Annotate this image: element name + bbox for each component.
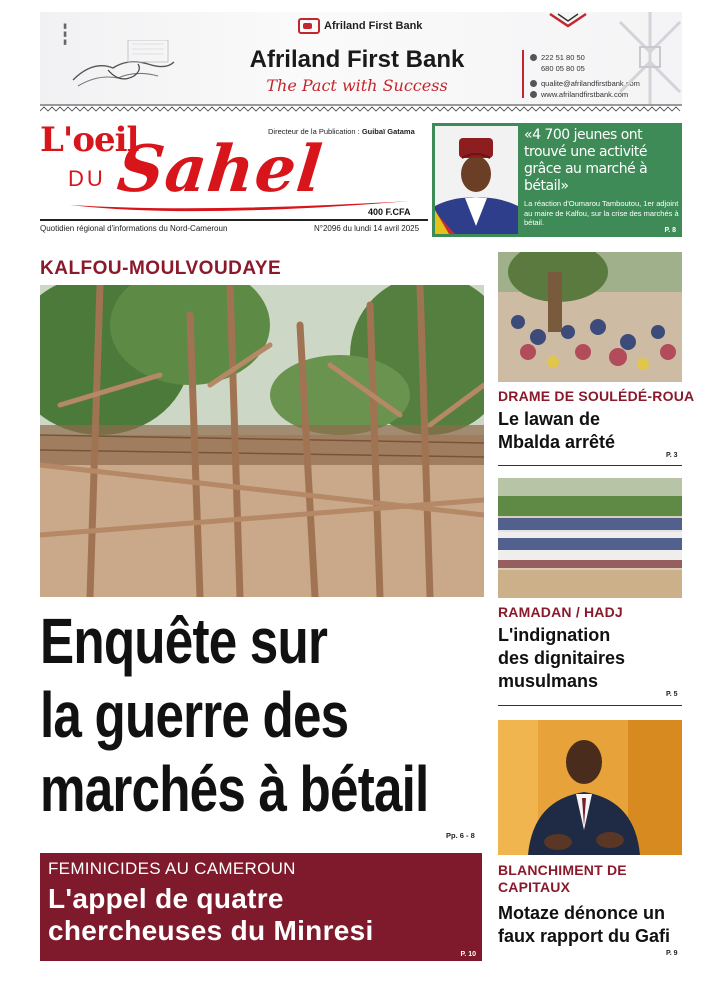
teaser-page: P. 8 <box>664 227 676 234</box>
sidebar-photo-2[interactable] <box>498 478 682 598</box>
teaser-box[interactable] <box>432 123 682 237</box>
phone-icon <box>530 54 537 61</box>
main-photo[interactable] <box>40 285 484 597</box>
main-headline-line: la guerre des <box>40 679 349 751</box>
main-headline-line: Enquête sur <box>40 605 328 677</box>
ad-tagline: The Pact with Success <box>266 76 448 95</box>
sidebar-title-3[interactable]: Motaze dénonce un faux rapport du Gafi <box>498 903 671 946</box>
ad-website: www.afrilandfirstbank.com <box>530 89 640 100</box>
chevron-mark-icon <box>548 12 588 28</box>
teaser-lead: La réaction d'Oumarou Tamboutou, 1er adjoint au maire de Kalfou, sur la crise des marchés à bétail. <box>524 199 679 227</box>
email-icon <box>530 80 537 87</box>
sidebar-title-1[interactable]: Le lawan de Mbalda arrêté <box>498 409 616 452</box>
feature-title: L'appel de quatre chercheuses du Minresi <box>48 883 374 946</box>
sidebar-page-1: P. 3 <box>666 452 678 459</box>
main-kicker: KALFOU-MOULVOUDAYE <box>40 258 282 279</box>
main-pages: Pp. 6 - 8 <box>446 831 475 840</box>
feature-page: P. 10 <box>460 951 476 958</box>
bank-logo <box>298 18 422 34</box>
masthead-du: DU <box>68 166 106 191</box>
masthead-swoosh <box>40 197 420 219</box>
teaser-quote: «4 700 jeunes ont trouvé une activité grâce au marché à bétail» <box>524 127 648 194</box>
teaser-portrait <box>435 126 518 234</box>
sidebar-kicker-2: RAMADAN / HADJ <box>498 604 623 620</box>
sidebar-page-3: P. 9 <box>666 950 678 957</box>
feature-kicker: FEMINICIDES AU CAMEROUN <box>48 859 296 878</box>
bank-logo-text: Afriland First Bank <box>324 20 423 32</box>
sidebar-photo-1[interactable] <box>498 252 682 382</box>
masthead-subtitle: Quotidien régional d'informations du Nord-Cameroun <box>40 224 228 233</box>
sidebar-photo-3[interactable] <box>498 720 682 855</box>
ad-border-pattern <box>40 104 682 112</box>
publication-director: Directeur de la Publication : Guibaï Gatama <box>268 127 415 136</box>
sidebar-kicker-1: DRAME DE SOULÉDÉ-ROUA <box>498 388 695 404</box>
ad-phone-1: 222 51 80 50 <box>530 52 640 63</box>
globe-icon <box>530 91 537 98</box>
ad-side-mark: ▮▮▮ <box>61 22 68 46</box>
handshake-illustration <box>68 40 178 96</box>
ad-divider <box>522 50 524 98</box>
issue-number: N°2096 du lundi 14 avril 2025 <box>314 224 420 233</box>
sidebar-title-2[interactable]: L'indignation des dignitaires musulmans <box>498 625 626 691</box>
cover-price: 400 F.CFA <box>368 207 411 217</box>
ad-pattern <box>610 12 682 104</box>
sidebar-page-2: P. 5 <box>666 691 678 698</box>
masthead-loeil: L'oeil <box>40 120 139 160</box>
sidebar-kicker-3: BLANCHIMENT DE CAPITAUX <box>498 862 627 895</box>
masthead-sahel: Sahel <box>114 132 327 207</box>
sidebar-rule <box>498 465 682 466</box>
bank-logo-icon <box>298 18 320 34</box>
sidebar-rule <box>498 705 682 706</box>
ad-bank-name: Afriland First Bank <box>249 46 465 73</box>
main-headline-line: marchés à bétail <box>40 753 429 825</box>
ad-email: qualite@afrilandfirstbank.com <box>530 78 640 89</box>
ad-phone-2: 680 05 80 05 <box>541 64 585 73</box>
main-headline[interactable] <box>40 604 429 826</box>
masthead-rule <box>40 219 428 221</box>
feature-box[interactable] <box>40 853 482 961</box>
ad-banner[interactable] <box>40 12 682 104</box>
